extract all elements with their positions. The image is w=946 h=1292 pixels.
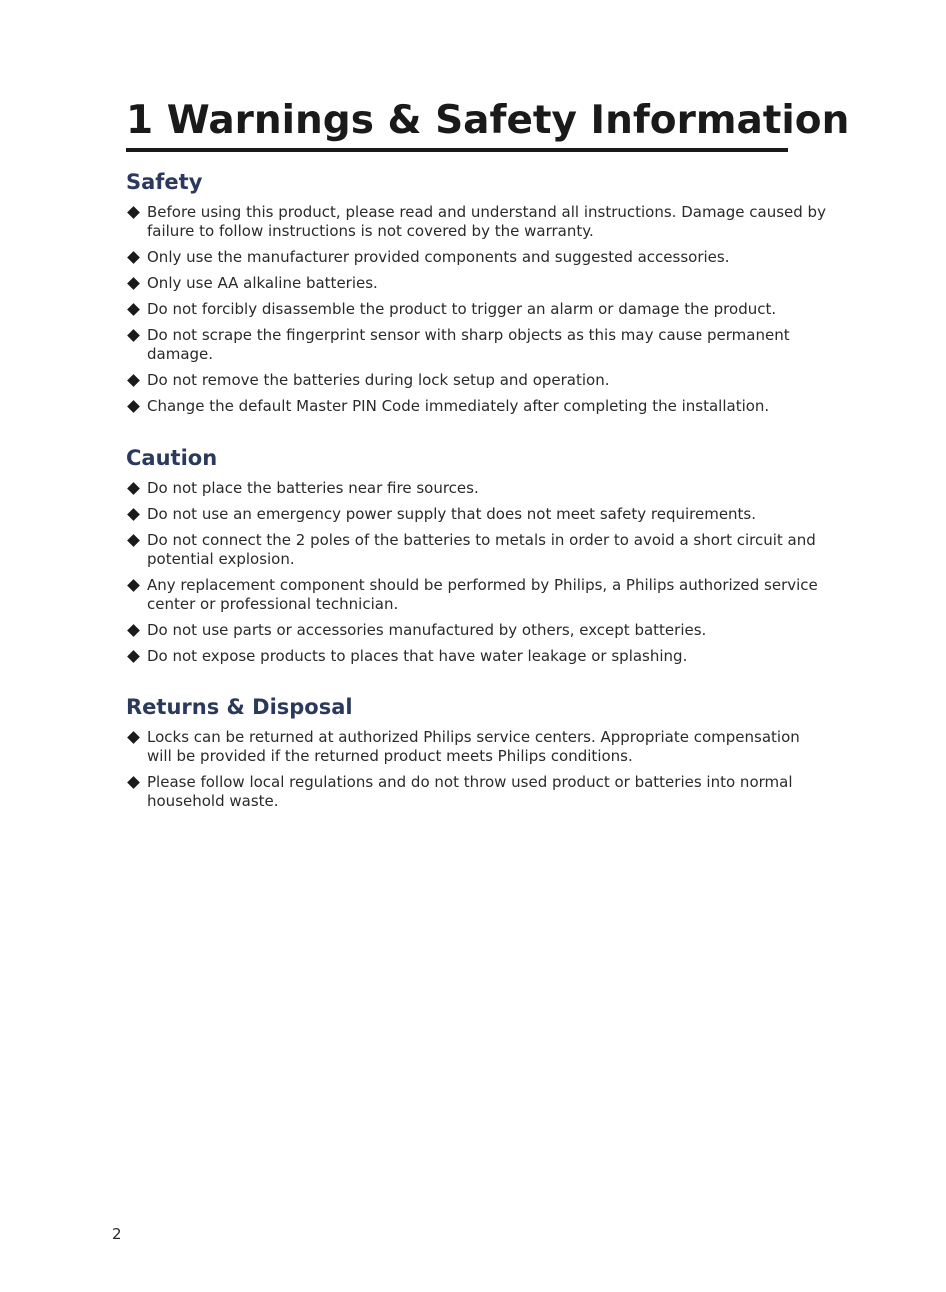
list-item-text: Change the default Master PIN Code immediately after completing the installation. [147, 397, 770, 415]
diamond-bullet-icon [127, 624, 140, 637]
list-item [126, 621, 826, 640]
list-item-text: Do not remove the batteries during lock setup and operation. [147, 371, 610, 389]
list-item-text: Before using this product, please read and understand all instructions. Damage caused by failure to follow instructions is not covered by the warranty. [147, 203, 826, 240]
list-item [126, 647, 826, 666]
returns-list [126, 728, 826, 811]
list-item [126, 274, 826, 293]
list-item [126, 773, 826, 811]
list-item [126, 728, 826, 766]
list-item [126, 479, 826, 498]
diamond-bullet-icon [127, 400, 140, 413]
section-returns-disposal [126, 693, 826, 818]
section-heading-caution: Caution [126, 446, 218, 470]
diamond-bullet-icon [127, 482, 140, 495]
diamond-bullet-icon [127, 251, 140, 264]
diamond-bullet-icon [127, 508, 140, 521]
section-heading-safety: Safety [126, 170, 203, 194]
title-underline-divider [126, 148, 788, 152]
diamond-bullet-icon [127, 329, 140, 342]
list-item [126, 505, 826, 524]
section-safety [126, 168, 826, 423]
list-item [126, 203, 826, 241]
list-item-text: Do not forcibly disassemble the product to trigger an alarm or damage the product. [147, 300, 777, 318]
list-item [126, 397, 826, 416]
diamond-bullet-icon [127, 374, 140, 387]
list-item-text: Please follow local regulations and do not throw used product or batteries into normal household waste. [147, 773, 793, 810]
list-item-text: Do not use an emergency power supply that does not meet safety requirements. [147, 505, 757, 523]
diamond-bullet-icon [127, 776, 140, 789]
diamond-bullet-icon [127, 579, 140, 592]
list-item [126, 371, 826, 390]
list-item-text: Do not connect the 2 poles of the batteries to metals in order to avoid a short circuit and potential explosion. [147, 531, 816, 568]
list-item [126, 326, 826, 364]
diamond-bullet-icon [127, 534, 140, 547]
list-item-text: Locks can be returned at authorized Philips service centers. Appropriate compensation will be provided if the returned product meets Philips conditions. [147, 728, 800, 765]
list-item-text: Do not place the batteries near fire sources. [147, 479, 479, 497]
list-item-text: Do not expose products to places that have water leakage or splashing. [147, 647, 688, 665]
list-item-text: Do not scrape the fingerprint sensor with sharp objects as this may cause permanent damage. [147, 326, 790, 363]
safety-list [126, 203, 826, 416]
section-caution [126, 444, 826, 673]
page-number: 2 [112, 1225, 122, 1243]
diamond-bullet-icon [127, 277, 140, 290]
list-item [126, 531, 826, 569]
page-title: 1 Warnings & Safety Information [126, 98, 850, 143]
section-heading-returns-disposal: Returns & Disposal [126, 695, 353, 719]
diamond-bullet-icon [127, 206, 140, 219]
list-item [126, 248, 826, 267]
list-item-text: Any replacement component should be performed by Philips, a Philips authorized service center or professional technician. [147, 576, 818, 613]
diamond-bullet-icon [127, 303, 140, 316]
diamond-bullet-icon [127, 650, 140, 663]
list-item [126, 576, 826, 614]
diamond-bullet-icon [127, 731, 140, 744]
list-item-text: Only use AA alkaline batteries. [147, 274, 378, 292]
list-item-text: Only use the manufacturer provided components and suggested accessories. [147, 248, 730, 266]
caution-list [126, 479, 826, 666]
list-item [126, 300, 826, 319]
list-item-text: Do not use parts or accessories manufactured by others, except batteries. [147, 621, 707, 639]
